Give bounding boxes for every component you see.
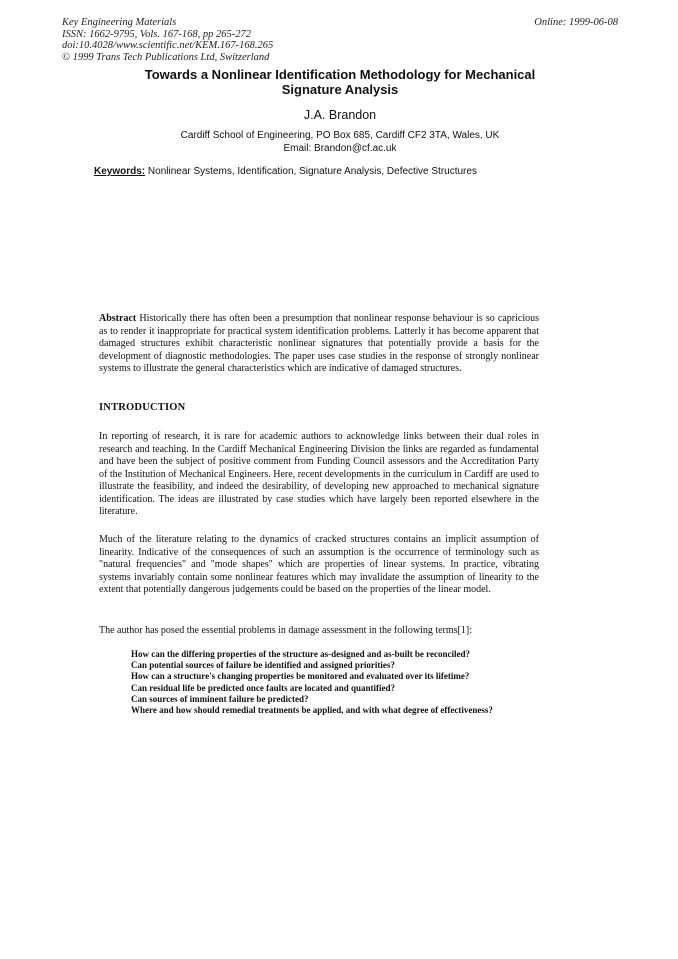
list-item: Can sources of imminent failure be predicted? [131,693,309,704]
author-email: Email: Brandon@cf.ac.uk [283,142,397,154]
affiliation: Cardiff School of Engineering, PO Box 685, Cardiff CF2 3TA, Wales, UK [180,130,500,141]
title-line-1: Towards a Nonlinear Identification Methodology for Mechanical [144,67,536,82]
copyright-line: © 1999 Trans Tech Publications Ltd, Switzerland [62,51,270,63]
abstract [99,313,539,376]
keywords-label: Keywords: [94,166,146,177]
list-item: How can the differing properties of the structure as-designed and as-built be reconciled? [131,649,470,659]
list-item: How can a structure's changing properties be monitored and evaluated over its lifetime? [131,671,470,682]
section-heading-introduction: INTRODUCTION [99,402,186,413]
journal-name: Key Engineering Materials [62,17,177,28]
abstract-label: Abstract [99,313,137,324]
paragraph-2: Much of the literature relating to the dynamics of cracked structures contains an implicit assumption of linearity. Indicative of the consequences of such an assumption is the occurrence of terminology such as "natural frequencies" and "mode shapes" which are properties of linear systems. In practice, vibrating systems invariably contain some nonlinear features which may invalidate the assumption of linearity to the extent that potentially dangerous judgements could be based on the properties of the linear model. [99,534,539,595]
issn-line: ISSN: 1662-9795, Vols. 167-168, pp 265-272 [62,28,251,40]
title-line-2: Signature Analysis [281,82,399,97]
list-item: Can residual life be predicted once faults are located and quantified? [131,682,396,693]
keywords-line [94,166,614,177]
author-name: J.A. Brandon [303,108,377,122]
list-item: Can potential sources of failure be identified and assigned priorities? [131,660,395,671]
affiliation-block [80,130,600,155]
abstract-text: Historically there has often been a presumption that nonlinear response behaviour is so capricious as to render it inappropriate for practical system identification problems. Latterly it has become apparent that damaged structures exhibit characteristic nonlinear signatures that potentially provide a basis for the development of diagnostic methodologies. The paper uses case studies in the response of strongly nonlinear systems to illustrate the general characteristics which are indicative of damaged structures. [99,313,540,374]
paragraph-3: The author has posed the essential problems in damage assessment in the following terms[1]: [99,625,472,636]
list-item: Where and how should remedial treatments be applied, and with what degree of effectiveness? [131,705,493,716]
online-date: Online: 1999-06-08 [534,17,618,28]
paper-title [80,67,600,97]
doi-line: doi:10.4028/www.scientific.net/KEM.167-168.265 [62,40,274,52]
question-list [131,649,551,716]
paragraph-1: In reporting of research, it is rare for academic authors to acknowledge links between their dual roles in research and teaching. In the Cardiff Mechanical Engineering Division the links are regarded as fundamental and have been the subject of positive comment from Funding Council assessors and the Accreditation Party of the Institution of Mechanical Engineers. Here, recent developments in the curriculum in Cardiff are used to illustrate the feasibility, and indeed the desirability, of developing new approached to mechanical signature identification. The ideas are illustrated by case studies which have largely been reported elsewhere in the literature. [99,431,539,517]
keywords-text: Nonlinear Systems, Identification, Signature Analysis, Defective Structures [147,166,477,177]
journal-header [62,17,618,63]
